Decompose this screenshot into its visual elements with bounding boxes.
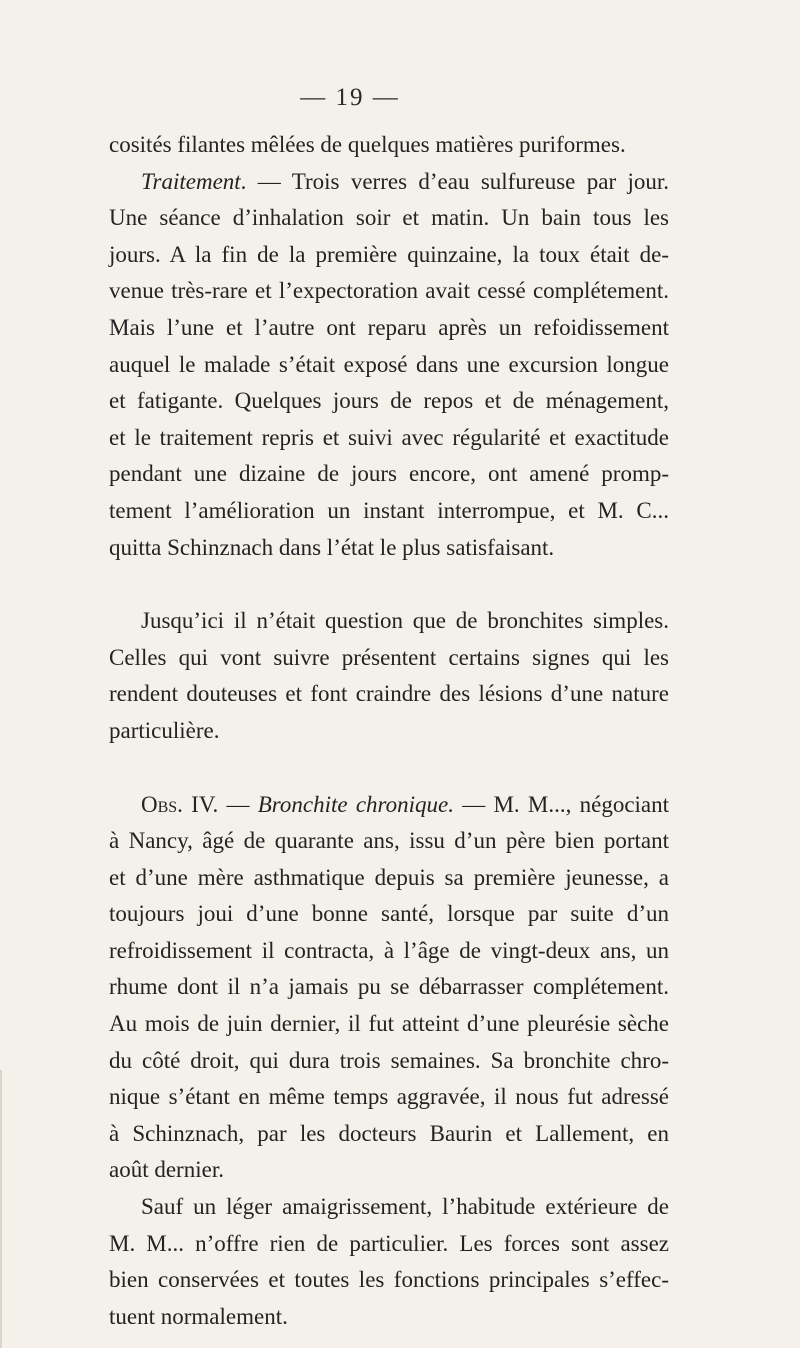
page-edge-shadow [0, 1070, 2, 1348]
text-line: venue très-rare et l’expectoration avait cessé complétement. [109, 278, 669, 304]
observation-label: Obs. IV. [141, 791, 219, 817]
text-line: Une séance d’inhalation soir et matin. Un bain tous les [109, 205, 669, 231]
text-line: pendant une dizaine de jours encore, ont amené promp- [109, 461, 669, 487]
text-line: à Schinznach, par les docteurs Baurin et Lallement, en [109, 1120, 669, 1146]
text-line: rendent douteuses et font craindre des lésions d’une nature [109, 681, 669, 707]
text-line: refroidissement il contracta, à l’âge de vingt-deux ans, un [109, 937, 669, 963]
text-line: rhume dont il n’a jamais pu se débarrasser complétement. [109, 974, 669, 1000]
text-line: du côté droit, qui dura trois semaines. Sa bronchite chro- [109, 1047, 669, 1073]
text-line: à Nancy, âgé de quarante ans, issu d’un père bien portant [109, 828, 669, 854]
paragraph-treatment [109, 164, 669, 567]
text-line: Traitement. — Trois verres d’eau sulfureuse par jour. [141, 168, 669, 194]
paragraph-continuation [109, 127, 669, 164]
paragraph-transition [109, 603, 669, 749]
paragraph-examination [109, 1189, 669, 1335]
text-line: bien conservées et toutes les fonctions principales s’effec- [109, 1267, 669, 1293]
text-line: Au mois de juin dernier, il fut atteint d’une pleurésie sèche [109, 1011, 669, 1037]
text-line: Jusqu’ici il n’était question que de bronchites simples. [141, 608, 669, 634]
text-line: M. M... n’offre rien de particulier. Les forces sont assez [109, 1230, 669, 1256]
paragraph-observation-iv [109, 787, 669, 1190]
text-line: quitta Schinznach dans l’état le plus satisfaisant. [109, 534, 555, 560]
paragraph-gap [109, 566, 669, 603]
text-line: nique s’étant en même temps aggravée, il nous fut adressé [109, 1084, 669, 1110]
page-number: — 19 — [300, 84, 400, 111]
paragraph-gap [109, 750, 669, 787]
observation-title: Bronchite chronique. [257, 791, 454, 817]
treatment-heading: Traitement [141, 168, 241, 194]
text-line: jours. A la fin de la première quinzaine, la toux était de- [109, 241, 669, 267]
text-line: Mais l’une et l’autre ont reparu après un refoidissement [109, 314, 669, 340]
text-line: tuent normalement. [109, 1303, 288, 1329]
page-body [109, 127, 669, 1335]
text-line: cosités filantes mêlées de quelques matières puriformes. [109, 132, 626, 157]
text-line: août dernier. [109, 1157, 224, 1183]
text-line: toujours joui d’une bonne santé, lorsque par suite d’un [109, 901, 669, 927]
text-line: et fatigante. Quelques jours de repos et de ménagement, [109, 388, 669, 414]
text-line: Obs. IV. — Bronchite chronique. — M. M..., négociant [141, 791, 670, 817]
text-line: Celles qui vont suivre présentent certains signes qui les [109, 644, 669, 670]
text-line: et d’une mère asthmatique depuis sa première jeunesse, a [109, 864, 669, 890]
text-line: particulière. [109, 717, 220, 743]
text-line: Sauf un léger amaigrissement, l’habitude extérieure de [141, 1194, 669, 1220]
text-line: et le traitement repris et suivi avec régularité et exactitude [109, 424, 669, 450]
text-line: auquel le malade s’était exposé dans une excursion longue [109, 351, 669, 377]
text-line: tement l’amélioration un instant interrompue, et M. C... [109, 497, 669, 523]
